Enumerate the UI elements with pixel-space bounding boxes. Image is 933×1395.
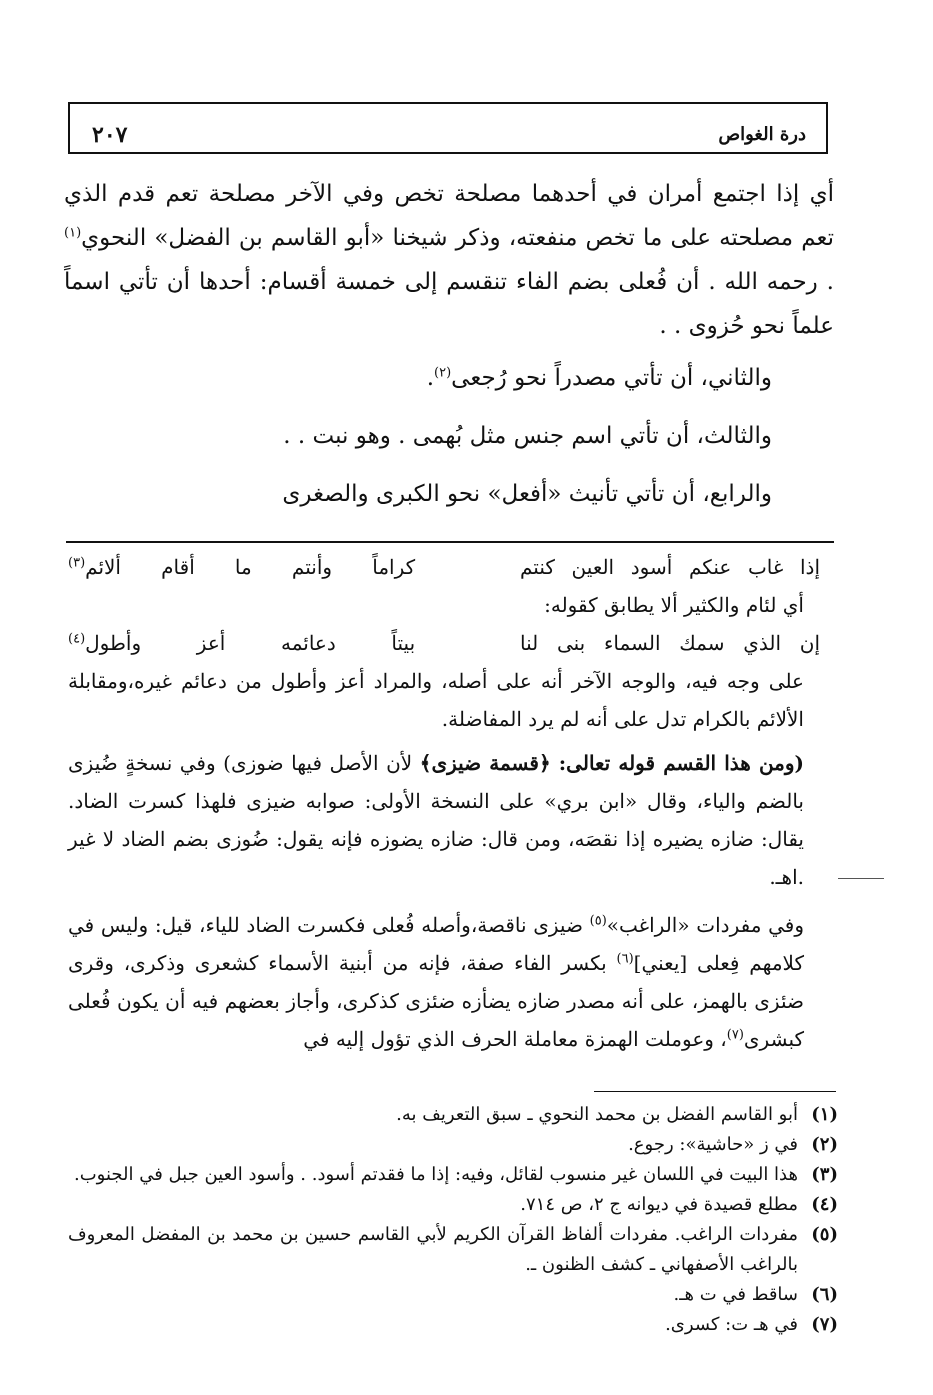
footnote-ref-7: (٧) xyxy=(726,1027,744,1043)
main-paragraph-3: والثالث، أن تأتي اسم جنس مثل بُهمى . وهو نبت . . xyxy=(283,423,772,449)
footnote-text: في هـ ت: كسرى. xyxy=(665,1314,798,1335)
footnote-number: (٧) xyxy=(811,1314,838,1335)
commentary-text xyxy=(68,548,834,1058)
footnote-text: في ز «حاشية»: رجوع. xyxy=(628,1134,798,1155)
footnote-ref-4: (٤) xyxy=(68,631,86,647)
footnote-ref-2: (٢) xyxy=(434,365,452,381)
footnote-ref-1: (١) xyxy=(64,225,82,241)
main-text xyxy=(64,172,834,516)
commentary-paragraph-5-b: ضيزى ناقصة،وأصله فُعلى فكسرت الضاد للياء، قيل: وليس في كلامهم فِعلى [يعني] xyxy=(68,913,804,975)
main-paragraph-2 xyxy=(64,356,834,400)
footnote-text: مفردات الراغب. مفردات ألفاظ القرآن الكريم لأبي القاسم حسين بن محمد بن المفضل المعروف بالراغب الأصفهاني ـ كشف الظنون ـ. xyxy=(68,1224,798,1275)
main-paragraph-2-end: . xyxy=(426,365,435,391)
margin-mark xyxy=(838,878,884,879)
footnotes xyxy=(68,1100,838,1340)
verse-1 xyxy=(68,548,834,586)
commentary-paragraph-5 xyxy=(68,906,834,1058)
footnote-text: أبو القاسم الفضل بن محمد النحوي ـ سبق التعريف به. xyxy=(396,1104,798,1125)
footnote-ref-5: (٥) xyxy=(589,913,607,929)
footnote xyxy=(68,1160,838,1190)
footnote-number: (٥) xyxy=(811,1224,838,1245)
main-paragraph-1-end: . رحمه الله . أن فُعلى بضم الفاء تنقسم إلى خمسة أقسام: أحدها أن تأتي اسماً علماً نحو حُزوى . . xyxy=(64,269,834,339)
main-paragraph-1-text: أي إذا اجتمع أمران في أحدهما مصلحة تخص وفي الآخر مصلحة تعم قدم الذي تعم مصلحته على ما تخص منفعته، وذكر شيخنا «أبو القاسم بن الفضل» النحوي xyxy=(64,181,834,251)
verse-2-second-part xyxy=(68,624,415,662)
verse-2 xyxy=(68,624,834,662)
footnote xyxy=(68,1130,838,1160)
commentary-paragraph-3: على وجه فيه، والوجه الآخر أنه على أصله، والمراد أعز وأطول من دعائم غيره،ومقابلة الألائم بالكرام تدل على أنه لم يرد المفاضلة. xyxy=(68,669,804,731)
running-title: درة الغواص xyxy=(718,124,806,145)
commentary-paragraph-5-d: ، وعوملت الهمزة معاملة الحرف الذي تؤول إليه في xyxy=(303,1027,727,1051)
footnote-number: (٦) xyxy=(811,1284,838,1305)
quran-quote: (ومن هذا القسم قوله تعالى: ﴿قسمة ضيزى﴾ xyxy=(419,751,804,775)
footnote-number: (٣) xyxy=(811,1164,838,1185)
commentary-paragraph-5-c: بكسر الفاء صفة، فإنه من أبنية الأسماء كشعرى وذكرى، وقرى ضئزى بالهمز، على أنه مصدر ضازه يضأزه ضئزى كذكرى، وأجاز بعضهم فيه أن يكون فُعلى كبشرى xyxy=(68,951,804,1051)
footnote-rule xyxy=(594,1091,836,1092)
section-divider xyxy=(66,541,834,543)
commentary-paragraph-4-text: لأن الأصل فيها ضوزى) وفي نسخةٍ ضُيزى بالضم والياء، وقال «ابن بري» على النسخة الأولى: صوابه ضيزى فلهذا كسرت الضاد. يقال: ضازه يضيره إذا نقصَه، ومن قال: ضازه يضوزه فإنه يقول: ضُوزى بضم الضاد لا غير .اهـ. xyxy=(68,751,805,889)
footnote-number: (٤) xyxy=(811,1194,838,1215)
footnote-number: (٢) xyxy=(811,1134,838,1155)
footnote-number: (١) xyxy=(811,1104,838,1125)
verse-1-first-hemistich: إذا غاب عنكم أسود العين كنتم xyxy=(520,555,820,579)
verse-1-second-hemistich: كراماً وأنتم ما أقام ألائم xyxy=(85,555,416,579)
footnote xyxy=(68,1220,838,1280)
commentary-line-2: أي لئام والكثير ألا يطابق كقوله: xyxy=(544,593,804,617)
running-header xyxy=(68,102,828,154)
footnote-text: هذا البيت في اللسان غير منسوب لقائل، وفيه: إذا ما فقدتم أسود. . وأسود العين جبل في الجنوب. xyxy=(74,1164,798,1185)
footnote xyxy=(68,1310,838,1340)
commentary-paragraph-5-a: وفي مفردات «الراغب» xyxy=(606,913,805,937)
footnote-ref-3: (٣) xyxy=(68,555,86,571)
commentary-paragraph-4 xyxy=(68,744,834,896)
footnote-ref-6: (٦) xyxy=(616,951,634,967)
footnote xyxy=(68,1190,838,1220)
verse-2-first-hemistich: إن الذي سمك السماء بنى لنا xyxy=(520,631,820,655)
footnote xyxy=(68,1280,838,1310)
main-paragraph-2-text: والثاني، أن تأتي مصدراً نحو رُجعى xyxy=(451,365,772,391)
footnote-text: ساقط في ت هـ. xyxy=(673,1284,798,1305)
main-paragraph-1 xyxy=(64,172,834,348)
verse-1-second-part xyxy=(68,548,415,586)
footnote-text: مطلع قصيدة في ديوانه ج ٢، ص ٧١٤. xyxy=(520,1194,798,1215)
main-paragraph-4: والرابع، أن تأتي تأنيث «أفعل» نحو الكبرى والصغرى xyxy=(282,481,772,507)
footnote xyxy=(68,1100,838,1130)
page-number: ٢٠٧ xyxy=(92,122,128,148)
verse-2-second-hemistich: بيتاً دعائمه أعز وأطول xyxy=(85,631,416,655)
